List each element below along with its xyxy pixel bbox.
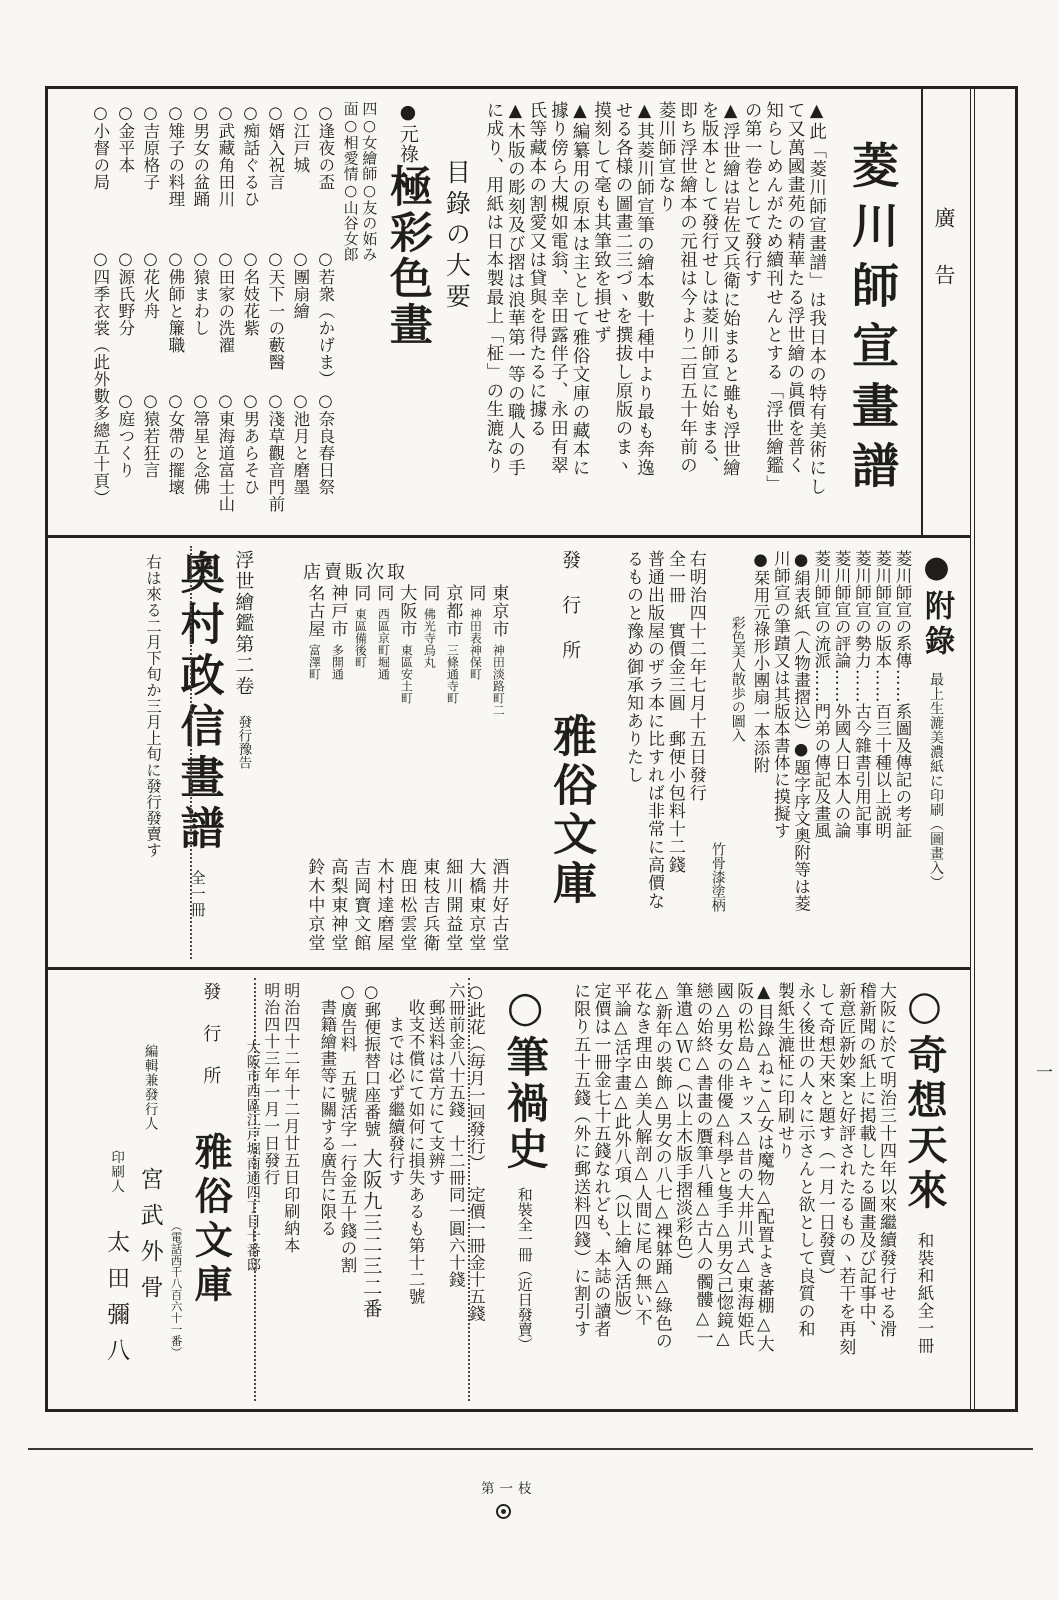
catalog-item: ○小督の局 <box>90 103 110 191</box>
catalog-item: ○猿まわし <box>190 249 210 337</box>
ad-body-column: ▲木版の彫刻及び摺は浪華第一等の職人の手 <box>505 101 526 478</box>
kisotenrai-title-column <box>900 982 948 1397</box>
dashed-divider <box>468 978 470 1401</box>
kisotenrai-body-column: 定價は一冊金七十五錢なれども、本誌の讀者 <box>590 982 611 1338</box>
catalog-item: ○淺草觀音門前 <box>265 391 285 513</box>
catalog-item: ○四季衣裳（此外數多總五十頁） <box>90 249 110 507</box>
kisotenrai-title: ○奇想天來 <box>901 982 948 1214</box>
catalog-item: ○女帶の擺壞 <box>165 391 185 496</box>
bookseller-name: 鈴木中京堂 <box>304 858 325 953</box>
appendix-item: 菱川師宣の評論……外國人日本人の論 <box>832 550 852 839</box>
bookseller-address: 神田表神保町 <box>468 608 483 680</box>
catalog-item: ○奈良春日祭 <box>315 391 335 496</box>
catalog-twin-column <box>341 101 379 523</box>
catalog-column <box>115 101 139 523</box>
binding-note-column: ●絹表紙（人物畫摺込）●題字序文奧附等は菱 <box>791 550 811 912</box>
kisotenrai-body-column: に限り五十五錢（外に郵送料四錢）に割引す <box>570 982 591 1338</box>
konohana-title: ○此花（毎月一回發行） <box>466 982 486 1172</box>
kisotenrai-body-column: 平論△活字畫△此外八項（以上繪入活版） <box>610 982 631 1327</box>
bookseller-name: 酒井好古堂 <box>488 858 509 953</box>
catalog-item: ○金平本 <box>115 103 135 174</box>
editor-label: 編輯兼發行人 <box>141 1044 158 1131</box>
ad-body-column: ▲浮世繪は岩佐又兵衛に始まると雖も浮世繪 <box>720 101 741 478</box>
registration-mark-dot <box>501 1509 506 1514</box>
bookseller-column <box>444 550 467 955</box>
next-volume-binding: 全一冊 <box>188 870 207 918</box>
konohana-column: までは必ず繼續發行す <box>385 982 405 1186</box>
bookseller-column <box>467 550 490 955</box>
series-title: 浮世繪鑑第二卷 <box>232 550 255 697</box>
publisher-label: 發行所 <box>559 550 582 685</box>
catalog-item: ○痴話ぐるひ <box>240 103 260 208</box>
konohana-column: ○廣告料 五號活字一行金五十錢の割 <box>337 982 357 1274</box>
postal-account-label: ○郵便振替口座番號 <box>361 982 381 1138</box>
catalog-twin-first: 四○女繪師○友の妬み <box>360 101 379 262</box>
bookseller-name: 大橋東京堂 <box>465 858 486 953</box>
ad-body-column: ▲此「菱川師宣畫譜」は我日本の特有美術にし <box>806 101 827 497</box>
kisotenrai-body-column: 永く後世の人々に示さんと欲として良質の和 <box>794 982 815 1338</box>
ad-body-column: せる各様の圖畫二三づヽを撰拔し原版のまヽ <box>612 101 633 475</box>
kisotenrai-body-column: ▲目錄△ねこ△女は魔物△配置よき蕃棚△大 <box>753 982 774 1353</box>
catalog-column <box>140 101 164 523</box>
bookseller-column <box>306 550 329 955</box>
bookseller-column <box>398 550 421 955</box>
catalog-item: ○若衆（かげま） <box>315 249 335 388</box>
catalog-item: ○逢夜の盃 <box>315 103 335 191</box>
bookseller-address: 富澤町 <box>307 644 322 680</box>
inner-double-rule <box>970 89 975 1409</box>
kisotenrai-body-column: 戀の始終△書畫の贋筆八種△古人の髑髏△一 <box>692 982 713 1347</box>
catalog-item: ○天下一の藪醫 <box>265 249 285 371</box>
catalog-item: ○吉原格子 <box>140 103 160 191</box>
binding-note-column: 川師宣の筆蹟又は其版本書体に摸擬す <box>771 550 791 839</box>
catalog-item: ○江戸城 <box>290 103 310 174</box>
bookseller-city: 大阪市 <box>396 584 417 638</box>
ad-body-column: を版本として發行せしは菱川師宣に始まる、 <box>699 101 720 475</box>
kisotenrai-body-column: 稽新聞の紙上に掲載したる圖畫及び記事中、 <box>855 982 876 1338</box>
ad-body-column: に成り、用紙は日本製最上「柾」の生漉なり <box>483 101 504 475</box>
catalog-item: ○男あらそひ <box>240 391 260 496</box>
era-marker: ●元祿 <box>396 101 419 164</box>
ad-body-column: 即ち浮世繪本の元祖は今より二百五十年前の <box>677 101 698 475</box>
catalog-column <box>290 101 314 523</box>
bookseller-address: 佛光寺烏丸 <box>422 608 437 668</box>
section-other-ads-colophon <box>48 970 970 1409</box>
bookmark-note-2: 竹骨漆塗柄 <box>709 842 726 912</box>
catalog-big-title: 極彩色畫 <box>382 164 433 348</box>
appendix-item: 菱川師宣の勢力……古今雜書引用記事 <box>852 550 872 839</box>
ad-section-label: 廣告 <box>932 207 956 321</box>
catalog-twin-second: 面○相愛情○山谷女郎 <box>341 101 360 262</box>
bookseller-address: 三條通寺町 <box>445 644 460 704</box>
preview-note: 發行豫告 <box>235 715 252 769</box>
catalog-item: ○佛師と簾職 <box>165 249 185 354</box>
ad-body-column: ▲編纂用の原本は主として雅俗文庫の藏本に <box>569 101 590 478</box>
ad-frame-border <box>45 86 1018 1412</box>
catalog-column <box>265 101 289 523</box>
bookseller-location <box>302 584 327 680</box>
appendix-item: 菱川師宣の流派……門弟の傳記及畫風 <box>811 550 831 839</box>
editor-name: 宮武外骨 <box>136 1167 163 1311</box>
print-date: 明治四十二年十二月廿五日印刷納本 <box>281 982 301 1254</box>
dashed-divider <box>254 978 256 1401</box>
catalog-item: ○雉子の料理 <box>165 103 185 208</box>
footer-page-label: 第一枝 <box>481 1481 537 1497</box>
dashed-divider <box>190 546 192 959</box>
hikkashi-title-column <box>499 982 549 1397</box>
bookseller-address: 多開通 <box>330 644 345 680</box>
konohana-column: 收支不償にて如何に損失あるも第十二號 <box>405 982 425 1305</box>
ad-body-column: 摸刻して毫も其筆致を損せず <box>591 101 612 345</box>
kisotenrai-body-column: 國△男女の俳優△科學と隻手△男女己惚鏡△ <box>712 982 733 1350</box>
ad-body-column: の第一卷として發行す <box>742 101 763 288</box>
section-hishikawa-ad <box>48 89 923 535</box>
ad-body-column: 據り傍ら大槻如電翁、幸田露伴子、永田有翠 <box>548 101 569 475</box>
issue-date: 明治四十三年一月一日發行 <box>261 982 281 1186</box>
bookseller-name: 高梨東神堂 <box>327 858 348 953</box>
ad-body-column: 氏等藏本の割愛又は貸與を得たるに據る <box>526 101 547 438</box>
colophon-publisher-column <box>188 982 234 1397</box>
bookmark-note-column <box>708 550 748 955</box>
footer-rule <box>28 1448 1033 1450</box>
catalog-column <box>215 101 239 523</box>
bookseller-column <box>490 550 513 955</box>
release-note: 右は來る二月下旬か三月上旬に發行發賣す <box>143 554 162 858</box>
catalog-item: ○名妓花紫 <box>240 249 260 337</box>
konohana-column: 郵送料は當方にて支辨す <box>426 982 446 1186</box>
kisotenrai-binding: 和裝和紙全一冊 <box>915 1232 934 1355</box>
catalog-item: ○庭つくり <box>115 391 135 479</box>
bookseller-city: 同 <box>419 584 440 602</box>
kisotenrai-body-column: 筆遺△ＷＣ（以上木版手摺淡彩色） <box>672 982 693 1270</box>
appendix-item: 菱川師宣の版本……百三十種以上説明 <box>872 550 892 839</box>
bookseller-column <box>352 550 375 955</box>
catalog-item: ○池月と磨墨 <box>290 391 310 496</box>
printer-label: 印刷人 <box>108 1150 125 1194</box>
catalog-column <box>165 101 189 523</box>
catalog-item: ○武藏角田川 <box>215 103 235 208</box>
konohana-column: 書籍繪畫等に關する廣告に限る <box>317 982 337 1237</box>
next-volume-title: 奧村政信畫譜 <box>172 550 224 856</box>
kisotenrai-body-column: 阪の松島△キッス△昔の大井川式△東海姫氏 <box>733 982 754 1347</box>
catalog-item: ○男女の盆踊 <box>190 103 210 208</box>
series-preview-column <box>231 550 255 955</box>
issue-info-column: るものと豫め御承知ありたし <box>623 550 644 784</box>
printer-column <box>101 982 129 1397</box>
kisotenrai-body-column: △新年の裝飾△男女の八七△裸躰踊△綠色の <box>651 982 672 1350</box>
ad-body-column: 菱川師宣なり <box>656 101 676 214</box>
binding-note-column: ●栞用元祿形小團扇一本添附 <box>751 550 771 774</box>
issue-info-column: 普通出版屋のザラ本に比すれば非常に高價な <box>643 550 664 910</box>
bookseller-name: 鹿田松雲堂 <box>396 858 417 953</box>
editor-column <box>135 982 163 1397</box>
catalog-item: ○田家の洗濯 <box>215 249 235 354</box>
book-title: 菱川師宣畫譜 <box>844 141 899 501</box>
ad-body-column: ▲其菱川師宣筆の繪本數十種中より最も奔逸 <box>634 101 655 478</box>
distributor-heading: 店賣販次取 <box>303 562 408 583</box>
telephone-note: （電話西千八百六十一番） <box>169 1220 184 1358</box>
postal-account-number: 大阪九三二三二番 <box>359 1147 383 1320</box>
index-heading: 目錄の大要 <box>442 159 472 314</box>
kisotenrai-body-column: 大阪に於て明治三十四年以來繼續發行せる滑 <box>876 982 896 1338</box>
appendix-item: 菱川師宣の系傳……系圖及傳記の考証 <box>893 550 912 839</box>
catalog-item: ○源氏野分 <box>115 249 135 337</box>
bookseller-city: 同 <box>465 584 486 602</box>
appendix-title: ●附錄 <box>919 550 954 660</box>
bookseller-column <box>421 550 444 955</box>
bookseller-name: 木村達磨屋 <box>373 858 394 953</box>
bookseller-city: 名古屋 <box>304 584 325 638</box>
kisotenrai-body-column: 新意匠新妙案と好評されたるものヽ若干を再刻 <box>835 982 856 1356</box>
hikkashi-binding: 和裝全一冊（近日發賣） <box>515 1187 534 1352</box>
catalog-item: ○婿入祝言 <box>265 103 285 191</box>
catalog-item: ○東海道富士山 <box>215 391 235 513</box>
konohana-price: 定價一冊金十五錢 <box>466 1185 486 1322</box>
registration-mark <box>496 1504 511 1519</box>
ad-body-column: て又萬國畫苑の精華たる浮世繪の眞價を普く <box>785 101 806 475</box>
catalog-item: ○箒星と念佛 <box>190 391 210 496</box>
bookseller-city: 東京市 <box>488 584 509 638</box>
publisher-name: 雅俗文庫 <box>545 713 597 909</box>
catalog-column <box>315 101 339 523</box>
colophon-publisher-name: 雅俗文庫 <box>188 1132 234 1308</box>
catalog-column <box>90 101 114 523</box>
bookseller-address: 西區京町堀通 <box>376 608 391 680</box>
bookseller-address: 東區備後町 <box>353 608 368 668</box>
bookseller-city: 同 <box>350 584 371 602</box>
bookseller-address: 神田淡路町二 <box>491 644 506 716</box>
hikkashi-title: ○筆禍史 <box>500 982 550 1173</box>
bookseller-column <box>375 550 398 955</box>
catalog-column <box>240 101 264 523</box>
catalog-title-column <box>382 101 431 523</box>
publisher-column <box>543 550 596 955</box>
bookseller-city: 京都市 <box>442 584 463 638</box>
section-appendix-publisher <box>48 538 970 967</box>
ad-body-column: 知らしめんがため續刊せんとする「浮世繪鑑」 <box>763 101 784 494</box>
bookseller-name: 細川開益堂 <box>442 858 463 953</box>
appendix-subtitle: 最上生漉美濃紙に印刷（圖畫入） <box>928 672 944 890</box>
kisotenrai-body-column: して奇想天來と題す（一月一日發賣） <box>814 982 835 1285</box>
bookseller-city: 神戸市 <box>327 584 348 638</box>
postal-account-column <box>359 982 383 1397</box>
printer-name: 太田彌八 <box>103 1229 130 1374</box>
publisher-address: 大阪市西區江戸堀南通四丁目十番邸 <box>244 1040 261 1272</box>
bookseller-city: 同 <box>373 584 394 602</box>
catalog-item: ○團扇繪 <box>290 249 310 320</box>
catalog-item: ○花火舟 <box>140 249 160 320</box>
appendix-title-column <box>918 550 954 955</box>
catalog-column <box>190 101 214 523</box>
next-volume-title-column <box>172 550 223 955</box>
colophon-publisher-label: 發行所 <box>200 982 222 1108</box>
bookseller-address: 東區安土町 <box>399 644 414 704</box>
kisotenrai-body-column: 製紙生漉柾に印刷せり <box>774 982 795 1160</box>
kisotenrai-body-column: 花なき理由△美人解剖△人間に尾の無い不 <box>631 982 652 1327</box>
bookseller-name: 吉岡寶文館 <box>350 858 371 953</box>
bookseller-column <box>329 550 352 955</box>
leaf-marker: 一 <box>1036 1063 1053 1083</box>
issue-info-column: 全一冊 實價金三圓 郵便小包料十二錢 <box>664 550 685 874</box>
catalog-item: ○猿若狂言 <box>140 391 160 479</box>
bookseller-name: 東枝吉兵衛 <box>419 858 440 953</box>
issue-info-column: 右明治四十二年七月十五日發行 <box>685 550 706 802</box>
bookmark-note-1: 彩色美人散歩の圖入 <box>729 616 746 742</box>
konohana-column: 六冊前金八十五錢 十二冊同一圓六十錢 <box>446 982 466 1288</box>
